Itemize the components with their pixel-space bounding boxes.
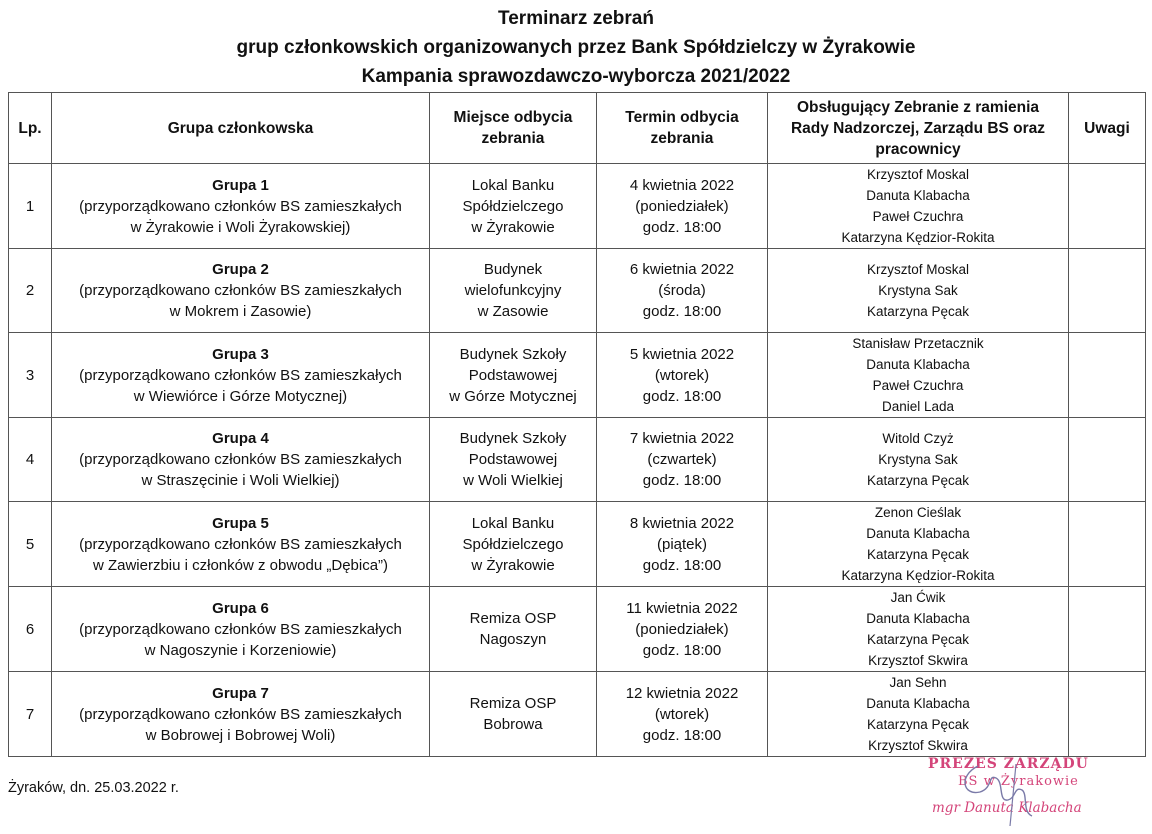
cell-group <box>52 333 430 418</box>
group-name: Grupa 4 <box>212 430 269 447</box>
stamp-institution: BS w Żyrakowie <box>958 774 1079 789</box>
group-description: (przyporządkowano członków BS zamieszkałych <box>79 197 402 215</box>
cell-place <box>430 418 597 502</box>
cell-notes <box>1069 418 1146 502</box>
title-line-2: grup członkowskich organizowanych przez Bank Spółdzielczy w Żyrakowie <box>236 37 916 58</box>
place-line: Lokal Banku <box>471 176 555 194</box>
staff-name: Stanisław Przetacznik <box>852 336 984 351</box>
title-line-1: Terminarz zebrań <box>498 8 654 29</box>
place-line: w Górze Motycznej <box>449 387 577 405</box>
table-row <box>9 418 1146 502</box>
place-line: Bobrowa <box>483 716 543 733</box>
date-line: godz. 18:00 <box>642 726 722 744</box>
table-body <box>9 164 1146 757</box>
header-place-line: Miejsce odbycia <box>453 109 573 126</box>
group-description: w Zawierzbiu i członków z obwodu „Dębica”) <box>92 556 389 574</box>
date-line: 6 kwietnia 2022 <box>629 261 735 278</box>
header-staff <box>768 93 1069 164</box>
header-place-line: zebrania <box>481 130 545 147</box>
place-line: Spółdzielczego <box>462 197 564 215</box>
header-date-line: zebrania <box>650 130 714 147</box>
cell-staff <box>768 249 1069 333</box>
cell-notes <box>1069 333 1146 418</box>
cell-date <box>597 587 768 672</box>
staff-name: Katarzyna Pęcak <box>866 304 970 319</box>
cell-lp: 3 <box>9 333 52 418</box>
staff-name: Katarzyna Pęcak <box>866 717 970 732</box>
group-name: Grupa 7 <box>212 684 269 702</box>
header-notes: Uwagi <box>1069 93 1146 164</box>
cell-group <box>52 502 430 587</box>
header-staff-line: Rady Nadzorczej, Zarządu BS oraz <box>790 119 1046 137</box>
table-row <box>9 587 1146 672</box>
group-description: w Mokrem i Zasowie) <box>169 303 312 320</box>
place-line: Lokal Banku <box>471 514 555 532</box>
cell-place <box>430 333 597 418</box>
cell-group <box>52 587 430 672</box>
cell-notes <box>1069 249 1146 333</box>
group-name: Grupa 2 <box>212 261 269 278</box>
staff-name: Daniel Lada <box>881 399 955 414</box>
cell-place <box>430 249 597 333</box>
cell-date <box>597 249 768 333</box>
group-description: w Wiewiórce i Górze Motycznej) <box>133 387 348 405</box>
signature-stamp <box>918 756 1098 832</box>
date-line: 11 kwietnia 2022 <box>626 599 738 617</box>
staff-name: Paweł Czuchra <box>872 209 964 224</box>
cell-date <box>597 164 768 249</box>
cell-group <box>52 418 430 502</box>
date-line: 8 kwietnia 2022 <box>629 514 735 532</box>
group-description: (przyporządkowano członków BS zamieszkałych <box>79 705 402 723</box>
place-line: Podstawowej <box>468 366 558 384</box>
cell-staff <box>768 418 1069 502</box>
date-line: godz. 18:00 <box>642 641 722 659</box>
staff-name: Danuta Klabacha <box>866 696 970 711</box>
cell-lp: 6 <box>9 587 52 672</box>
staff-name: Zenon Cieślak <box>874 505 962 520</box>
place-line: wielofunkcyjny <box>464 282 562 299</box>
staff-name: Danuta Klabacha <box>866 611 970 626</box>
date-line: (poniedziałek) <box>635 197 729 215</box>
group-description: w Bobrowej i Bobrowej Woli) <box>145 726 336 744</box>
handwritten-signature <box>918 756 1098 832</box>
cell-lp: 1 <box>9 164 52 249</box>
table-row <box>9 502 1146 587</box>
group-description: (przyporządkowano członków BS zamieszkałych <box>79 620 402 638</box>
stamp-title: PREZES ZARZĄDU <box>928 756 1089 772</box>
header-group: Grupa członkowska <box>52 93 430 164</box>
document-date: Żyraków, dn. 25.03.2022 r. <box>8 780 179 796</box>
cell-lp: 2 <box>9 249 52 333</box>
cell-lp: 7 <box>9 672 52 757</box>
group-name: Grupa 5 <box>212 514 269 532</box>
cell-date <box>597 502 768 587</box>
staff-name: Katarzyna Kędzior-Rokita <box>841 230 995 245</box>
cell-staff <box>768 587 1069 672</box>
place-line: w Żyrakowie <box>471 556 555 574</box>
place-line: Remiza OSP <box>469 610 557 627</box>
staff-name: Katarzyna Pęcak <box>866 473 970 488</box>
header-date-line: Termin odbycia <box>625 109 739 126</box>
cell-group <box>52 164 430 249</box>
staff-name: Krystyna Sak <box>878 283 958 298</box>
group-name: Grupa 6 <box>212 599 269 617</box>
place-line: Budynek <box>483 261 543 278</box>
group-name: Grupa 1 <box>212 176 269 194</box>
table-row <box>9 333 1146 418</box>
header-date <box>597 93 768 164</box>
place-line: w Woli Wielkiej <box>463 472 563 489</box>
cell-group <box>52 249 430 333</box>
date-line: 7 kwietnia 2022 <box>629 430 735 447</box>
stamp-name: mgr Danuta Klabacha <box>932 800 1082 816</box>
date-line: godz. 18:00 <box>642 556 722 574</box>
date-line: (piątek) <box>656 535 708 553</box>
cell-lp: 4 <box>9 418 52 502</box>
staff-name: Krzysztof Moskal <box>866 167 970 182</box>
cell-lp: 5 <box>9 502 52 587</box>
staff-name: Witold Czyż <box>882 431 954 446</box>
table-row <box>9 672 1146 757</box>
date-line: (środa) <box>658 282 706 299</box>
cell-staff <box>768 502 1069 587</box>
staff-name: Krystyna Sak <box>878 452 958 467</box>
cell-notes <box>1069 672 1146 757</box>
table-row <box>9 249 1146 333</box>
header-staff-line: Obsługujący Zebranie z ramienia <box>796 98 1040 116</box>
cell-notes <box>1069 502 1146 587</box>
place-line: Spółdzielczego <box>462 535 564 553</box>
cell-place <box>430 164 597 249</box>
group-description: w Nagoszynie i Korzeniowie) <box>144 641 337 659</box>
place-line: w Żyrakowie <box>471 218 555 236</box>
date-line: 5 kwietnia 2022 <box>629 345 735 363</box>
staff-name: Krzysztof Moskal <box>866 262 970 277</box>
group-description: (przyporządkowano członków BS zamieszkałych <box>79 282 402 299</box>
place-line: w Zasowie <box>477 303 549 320</box>
table-row <box>9 164 1146 249</box>
date-line: godz. 18:00 <box>642 472 722 489</box>
date-line: (czwartek) <box>647 451 717 468</box>
date-line: (wtorek) <box>654 705 710 723</box>
cell-place <box>430 672 597 757</box>
cell-date <box>597 333 768 418</box>
document-title <box>0 4 1152 91</box>
cell-group <box>52 672 430 757</box>
staff-name: Katarzyna Pęcak <box>866 547 970 562</box>
place-line: Budynek Szkoły <box>459 345 567 363</box>
date-line: (poniedziałek) <box>635 620 729 638</box>
header-lp: Lp. <box>9 93 52 164</box>
staff-name: Jan Sehn <box>889 675 947 690</box>
cell-place <box>430 502 597 587</box>
header-row <box>9 93 1146 164</box>
cell-notes <box>1069 164 1146 249</box>
place-line: Budynek Szkoły <box>459 430 567 447</box>
group-name: Grupa 3 <box>212 345 269 363</box>
staff-name: Krzysztof Skwira <box>868 653 968 668</box>
staff-name: Jan Ćwik <box>890 590 946 605</box>
place-line: Remiza OSP <box>469 695 557 712</box>
staff-name: Katarzyna Pęcak <box>866 632 970 647</box>
cell-staff <box>768 164 1069 249</box>
group-description: (przyporządkowano członków BS zamieszkałych <box>79 451 402 468</box>
date-line: godz. 18:00 <box>642 218 722 236</box>
date-line: 12 kwietnia 2022 <box>625 684 739 702</box>
group-description: (przyporządkowano członków BS zamieszkałych <box>79 535 402 553</box>
staff-name: Katarzyna Kędzior-Rokita <box>841 568 995 583</box>
place-line: Nagoszyn <box>479 631 547 648</box>
cell-notes <box>1069 587 1146 672</box>
group-description: w Żyrakowie i Woli Żyrakowskiej) <box>130 218 351 236</box>
cell-staff <box>768 333 1069 418</box>
cell-date <box>597 418 768 502</box>
place-line: Podstawowej <box>468 451 558 468</box>
group-description: (przyporządkowano członków BS zamieszkałych <box>79 366 402 384</box>
staff-name: Krzysztof Skwira <box>868 738 968 753</box>
date-line: 4 kwietnia 2022 <box>629 176 735 194</box>
staff-name: Paweł Czuchra <box>872 378 964 393</box>
date-line: (wtorek) <box>654 366 710 384</box>
group-description: w Straszęcinie i Woli Wielkiej) <box>141 472 340 489</box>
staff-name: Danuta Klabacha <box>866 526 970 541</box>
cell-place <box>430 587 597 672</box>
staff-name: Danuta Klabacha <box>866 357 970 372</box>
header-place <box>430 93 597 164</box>
header-staff-line: pracownicy <box>875 140 961 158</box>
date-line: godz. 18:00 <box>642 303 722 320</box>
cell-staff <box>768 672 1069 757</box>
staff-name: Danuta Klabacha <box>866 188 970 203</box>
title-line-3: Kampania sprawozdawczo-wyborcza 2021/2022 <box>361 66 791 87</box>
schedule-table <box>8 92 1146 757</box>
date-line: godz. 18:00 <box>642 387 722 405</box>
cell-date <box>597 672 768 757</box>
